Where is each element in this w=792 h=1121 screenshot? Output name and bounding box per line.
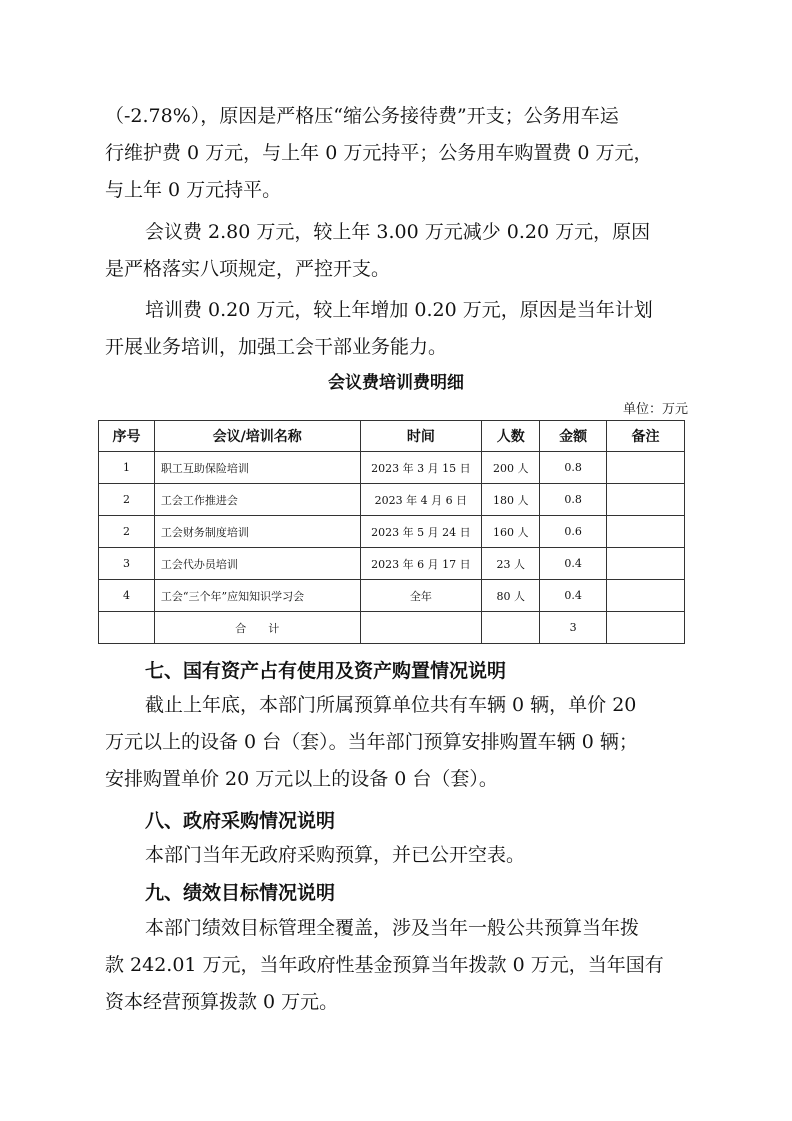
table-cell (607, 580, 685, 612)
column-header: 人数 (482, 421, 540, 452)
table-row (99, 452, 685, 484)
table-title: 会议费培训费明细 (328, 373, 464, 393)
table-cell: 工会工作推进会 (154, 484, 360, 516)
section-heading-8: 八、政府采购情况说明 (145, 810, 336, 832)
text-line: 本部门绩效目标管理全覆盖，涉及当年一般公共预算当年拨 (145, 917, 640, 939)
table-cell: 1 (99, 452, 155, 484)
table-row (99, 484, 685, 516)
table-cell (607, 452, 685, 484)
table-cell: 工会代办员培训 (154, 548, 360, 580)
table-cell: 180 人 (482, 484, 540, 516)
paragraph-meeting-fee (105, 214, 690, 288)
table-cell: 2 (99, 516, 155, 548)
meeting-training-table (98, 420, 685, 644)
text-line: 与上年 0 万元持平。 (105, 179, 282, 201)
table-cell: 4 (99, 580, 155, 612)
table-cell: 工会财务制度培训 (154, 516, 360, 548)
table-cell (607, 548, 685, 580)
text-line: 资本经营预算拨款 0 万元。 (105, 991, 339, 1013)
table-cell (607, 484, 685, 516)
table-row (99, 580, 685, 612)
section-heading-9: 九、绩效目标情况说明 (145, 882, 336, 904)
text-line: 是严格落实八项规定，严控开支。 (105, 258, 391, 280)
table-cell: 23 人 (482, 548, 540, 580)
table-row (99, 548, 685, 580)
table-total-row (99, 612, 685, 644)
table-cell: 3 (99, 548, 155, 580)
text-line: 会议费 2.80 万元，较上年 3.00 万元减少 0.20 万元，原因 (145, 221, 651, 243)
text-line: 行维护费 0 万元，与上年 0 万元持平；公务用车购置费 0 万元， (105, 142, 653, 164)
paragraph-performance (105, 910, 690, 1021)
table-cell (482, 612, 540, 644)
table-cell: 0.6 (540, 516, 607, 548)
paragraph-reception-vehicle (105, 98, 690, 209)
table-cell: 200 人 (482, 452, 540, 484)
text-line: 培训费 0.20 万元，较上年增加 0.20 万元，原因是当年计划 (145, 299, 653, 321)
paragraph-training-fee (105, 292, 690, 366)
text-line: 截止上年底，本部门所属预算单位共有车辆 0 辆，单价 20 (145, 694, 637, 716)
text-line: 款 242.01 万元，当年政府性基金预算当年拨款 0 万元，当年国有 (105, 954, 664, 976)
table-cell: 全年 (360, 580, 482, 612)
table-cell: 2023 年 3 月 15 日 (360, 452, 482, 484)
text-line: （-2.78%），原因是严格压“缩公务接待费”开支；公务用车运 (105, 105, 619, 127)
column-header: 备注 (607, 421, 685, 452)
table-header-row (99, 421, 685, 452)
table-cell: 工会“三个年”应知知识学习会 (154, 580, 360, 612)
total-amount: 3 (540, 612, 607, 644)
table-cell (360, 612, 482, 644)
column-header: 金额 (540, 421, 607, 452)
table-cell (607, 516, 685, 548)
table-cell: 0.8 (540, 484, 607, 516)
table-cell: 160 人 (482, 516, 540, 548)
column-header: 会议/培训名称 (154, 421, 360, 452)
text-line: 开展业务培训，加强工会干部业务能力。 (105, 336, 448, 358)
table-cell: 0.4 (540, 580, 607, 612)
column-header: 时间 (360, 421, 482, 452)
table-cell (99, 612, 155, 644)
table-cell: 职工互助保险培训 (154, 452, 360, 484)
table-cell: 0.8 (540, 452, 607, 484)
section-heading-7: 七、国有资产占有使用及资产购置情况说明 (145, 660, 507, 682)
text-line: 安排购置单价 20 万元以上的设备 0 台（套）。 (105, 768, 498, 790)
table-cell: 2 (99, 484, 155, 516)
table-cell (607, 612, 685, 644)
table-cell: 0.4 (540, 548, 607, 580)
text-line: 万元以上的设备 0 台（套）。当年部门预算安排购置车辆 0 辆； (105, 731, 638, 753)
table-cell: 80 人 (482, 580, 540, 612)
paragraph-procurement (105, 837, 690, 874)
table-unit: 单位：万元 (622, 402, 688, 417)
text-line: 本部门当年无政府采购预算，并已公开空表。 (145, 844, 526, 866)
table-cell: 2023 年 5 月 24 日 (360, 516, 482, 548)
total-label: 合 计 (154, 612, 360, 644)
table-row (99, 516, 685, 548)
paragraph-assets (105, 687, 690, 798)
column-header: 序号 (99, 421, 155, 452)
table-cell: 2023 年 6 月 17 日 (360, 548, 482, 580)
table-cell: 2023 年 4 月 6 日 (360, 484, 482, 516)
